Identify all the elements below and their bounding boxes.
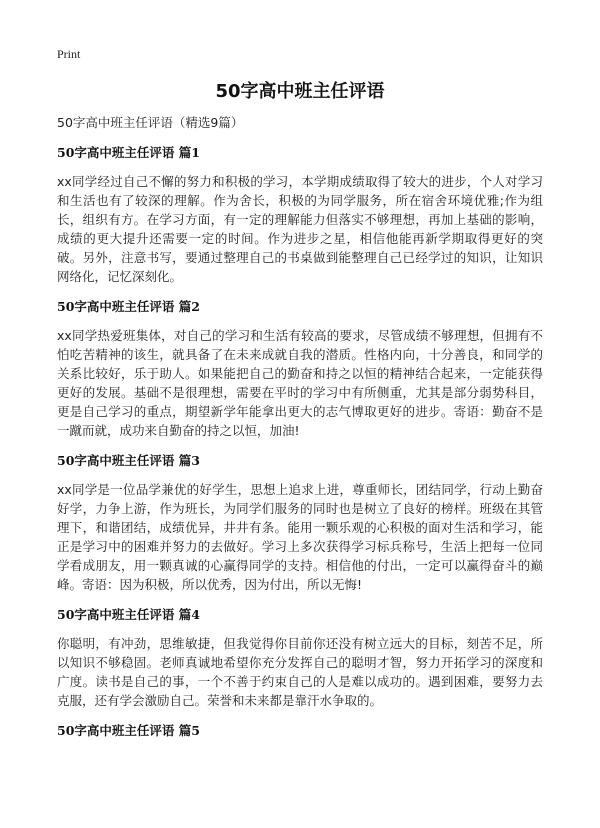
- section-2: [57, 298, 543, 440]
- document-title: 50字高中班主任评语: [215, 81, 385, 102]
- section-body: xx同学热爱班集体，对自己的学习和生活有较高的要求，尽管成绩不够理想，但拥有不怕吃苦精神的该生，就具备了在未来成就自我的潜质。性格内向，十分善良，和同学的关系比较好，乐于助人。如果能把自己的勤奋和持之以恒的精神结合起来，一定能获得更好的发展。基础不是很理想，需要在平时的学习中有所侧重，尤其是部分弱势科目，更是自己学习的重点，期望新学年能拿出更大的志气博取更好的进步。寄语：勤奋不是一蹴而就，成功来自勤奋的持之以恒，加油!: [57, 328, 543, 438]
- section-1: [57, 144, 543, 286]
- section-heading: 50字高中班主任评语 篇1: [57, 145, 200, 160]
- section-4: [57, 606, 543, 710]
- print-link[interactable]: Print: [57, 47, 81, 61]
- section-5: [57, 722, 543, 740]
- section-body: xx同学经过自己不懈的努力和积极的学习，本学期成绩取得了较大的进步，个人对学习和生活也有了较深的理解。作为舍长，积极的为同学服务，所在宿舍环境优雅;作为组长，组织有方。在学习方面，有一定的理解能力但落实不够理想，再加上基础的影响，成绩的更大提升还需要一定的时间。作为进步之星，相信他能再新学期取得更好的突破。另外，注意书写，要通过整理自己的书桌做到能整理自己已经学过的知识，让知识网络化，记忆深刻化。: [57, 174, 543, 284]
- document-subtitle: 50字高中班主任评语（精选9篇）: [57, 115, 244, 130]
- section-3: [57, 452, 543, 594]
- section-body: 你聪明，有冲劲，思维敏捷，但我觉得你目前你还没有树立远大的目标，刻苦不足，所以知识不够稳固。老师真诚地希望你充分发挥自己的聪明才智，努力开拓学习的深度和广度。读书是自己的事，一个不善于约束自己的人是难以成功的。遇到困难，要努力去克服，还有学会激励自己。荣誉和未来都是靠汗水争取的。: [57, 636, 543, 708]
- section-heading: 50字高中班主任评语 篇5: [57, 723, 200, 738]
- section-heading: 50字高中班主任评语 篇3: [57, 453, 200, 468]
- section-heading: 50字高中班主任评语 篇2: [57, 299, 200, 314]
- section-heading: 50字高中班主任评语 篇4: [57, 607, 200, 622]
- section-body: xx同学是一位品学兼优的好学生，思想上追求上进，尊重师长，团结同学，行动上勤奋好学，力争上游，作为班长，为同学们服务的同时也是树立了良好的榜样。班级在其管理下，和谐团结，成绩优异，井井有条。能用一颗乐观的心积极的面对生活和学习，能正是学习中的困难并努力的去做好。学习上多次获得学习标兵称号，生活上把每一位同学看成朋友，用一颗真诚的心赢得同学的支持。相信他的付出，一定可以赢得奋斗的巅峰。寄语：因为积极，所以优秀，因为付出，所以无悔!: [57, 482, 543, 592]
